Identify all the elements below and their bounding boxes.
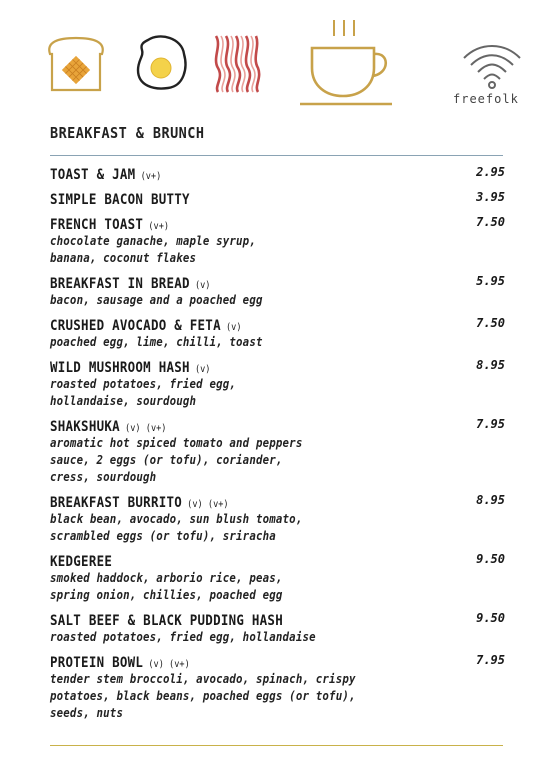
- section-title: BREAKFAST & BRUNCH: [50, 124, 205, 142]
- menu-item-name: [50, 167, 161, 183]
- menu-item-description: roasted potatoes, fried egg, hollandaise: [50, 629, 316, 644]
- menu-item-description: black bean, avocado, sun blush tomato, scrambled eggs (or tofu), sriracha: [50, 511, 303, 543]
- diet-tags: (v): [194, 280, 211, 291]
- diet-tags: (v+): [140, 171, 162, 182]
- brand-name: freefolk: [453, 92, 519, 106]
- menu-item-price: 3.95: [476, 190, 505, 204]
- menu-item-title: BREAKFAST IN BREAD: [50, 276, 190, 292]
- menu-item-header: [50, 189, 505, 207]
- menu-item: [50, 610, 505, 645]
- menu-item-header: [50, 273, 505, 291]
- menu-item: [50, 273, 505, 308]
- menu-item-title: TOAST & JAM: [50, 167, 136, 183]
- menu-item-name: [50, 419, 166, 435]
- menu-item-price: 2.95: [476, 165, 505, 179]
- menu-item-header: [50, 652, 505, 670]
- menu-item-name: [50, 318, 242, 334]
- menu-item-header: [50, 492, 505, 510]
- menu-item-description: poached egg, lime, chilli, toast: [50, 334, 263, 349]
- menu-item-price: 9.50: [476, 552, 505, 566]
- bottom-divider: [50, 745, 503, 746]
- diet-tags: (v): [194, 364, 211, 375]
- menu-item-description: aromatic hot spiced tomato and peppers sauce, 2 eggs (or tofu), coriander, cress, sourdough: [50, 435, 303, 484]
- menu-item-header: [50, 610, 505, 628]
- menu-item-price: 7.50: [476, 215, 505, 229]
- menu-item: [50, 315, 505, 350]
- menu-item-price: 8.95: [476, 493, 505, 507]
- menu-item-header: [50, 315, 505, 333]
- wifi-icon: [460, 40, 524, 92]
- diet-tags: (v) (v+): [125, 423, 167, 434]
- bacon-icon: [212, 32, 262, 94]
- menu-item: [50, 357, 505, 409]
- menu-item-name: [50, 276, 210, 292]
- menu-item-description: tender stem broccoli, avocado, spinach, crispy potatoes, black beans, poached eggs (or tofu), seeds, nuts: [50, 671, 356, 720]
- menu-item-name: [50, 613, 283, 629]
- menu-item-title: PROTEIN BOWL: [50, 655, 144, 671]
- menu-item-price: 5.95: [476, 274, 505, 288]
- fried-egg-icon: [134, 34, 190, 92]
- menu-item: [50, 189, 505, 207]
- menu-item-title: SIMPLE BACON BUTTY: [50, 192, 190, 208]
- menu-item-name: [50, 495, 229, 511]
- menu-item: [50, 214, 505, 266]
- menu-item-price: 8.95: [476, 358, 505, 372]
- menu-item-name: [50, 217, 169, 233]
- menu-item-price: 9.50: [476, 611, 505, 625]
- menu-item-description: smoked haddock, arborio rice, peas, spring onion, chillies, poached egg: [50, 570, 283, 602]
- coffee-cup-icon: [298, 18, 394, 106]
- diet-tags: (v) (v+): [148, 659, 190, 670]
- menu-item-name: [50, 655, 190, 671]
- menu-item: [50, 164, 505, 182]
- menu-item-description: chocolate ganache, maple syrup, banana, coconut flakes: [50, 233, 256, 265]
- menu-item-description: bacon, sausage and a poached egg: [50, 292, 263, 307]
- menu-item-title: WILD MUSHROOM HASH: [50, 360, 190, 376]
- menu-item-price: 7.95: [476, 653, 505, 667]
- menu-item: [50, 416, 505, 485]
- menu-item-name: [50, 192, 190, 208]
- menu-item-title: SHAKSHUKA: [50, 419, 120, 435]
- menu-item: [50, 492, 505, 544]
- menu-item-header: [50, 416, 505, 434]
- menu-list: [50, 164, 505, 728]
- menu-item-price: 7.50: [476, 316, 505, 330]
- menu-item-name: [50, 360, 210, 376]
- menu-item-name: [50, 554, 112, 570]
- diet-tags: (v+): [148, 221, 170, 232]
- diet-tags: (v) (v+): [187, 499, 229, 510]
- menu-item: [50, 652, 505, 721]
- menu-item-title: CRUSHED AVOCADO & FETA: [50, 318, 221, 334]
- menu-item-header: [50, 164, 505, 182]
- top-divider: [50, 155, 503, 156]
- menu-item-price: 7.95: [476, 417, 505, 431]
- toast-icon: [44, 36, 108, 92]
- menu-item: [50, 551, 505, 603]
- menu-item-header: [50, 214, 505, 232]
- menu-item-title: FRENCH TOAST: [50, 217, 144, 233]
- menu-item-header: [50, 357, 505, 375]
- menu-item-title: BREAKFAST BURRITO: [50, 495, 183, 511]
- menu-item-description: roasted potatoes, fried egg, hollandaise, sourdough: [50, 376, 237, 408]
- menu-item-header: [50, 551, 505, 569]
- menu-item-title: KEDGEREE: [50, 554, 113, 570]
- diet-tags: (v): [226, 322, 242, 333]
- menu-item-title: SALT BEEF & BLACK PUDDING HASH: [50, 613, 283, 629]
